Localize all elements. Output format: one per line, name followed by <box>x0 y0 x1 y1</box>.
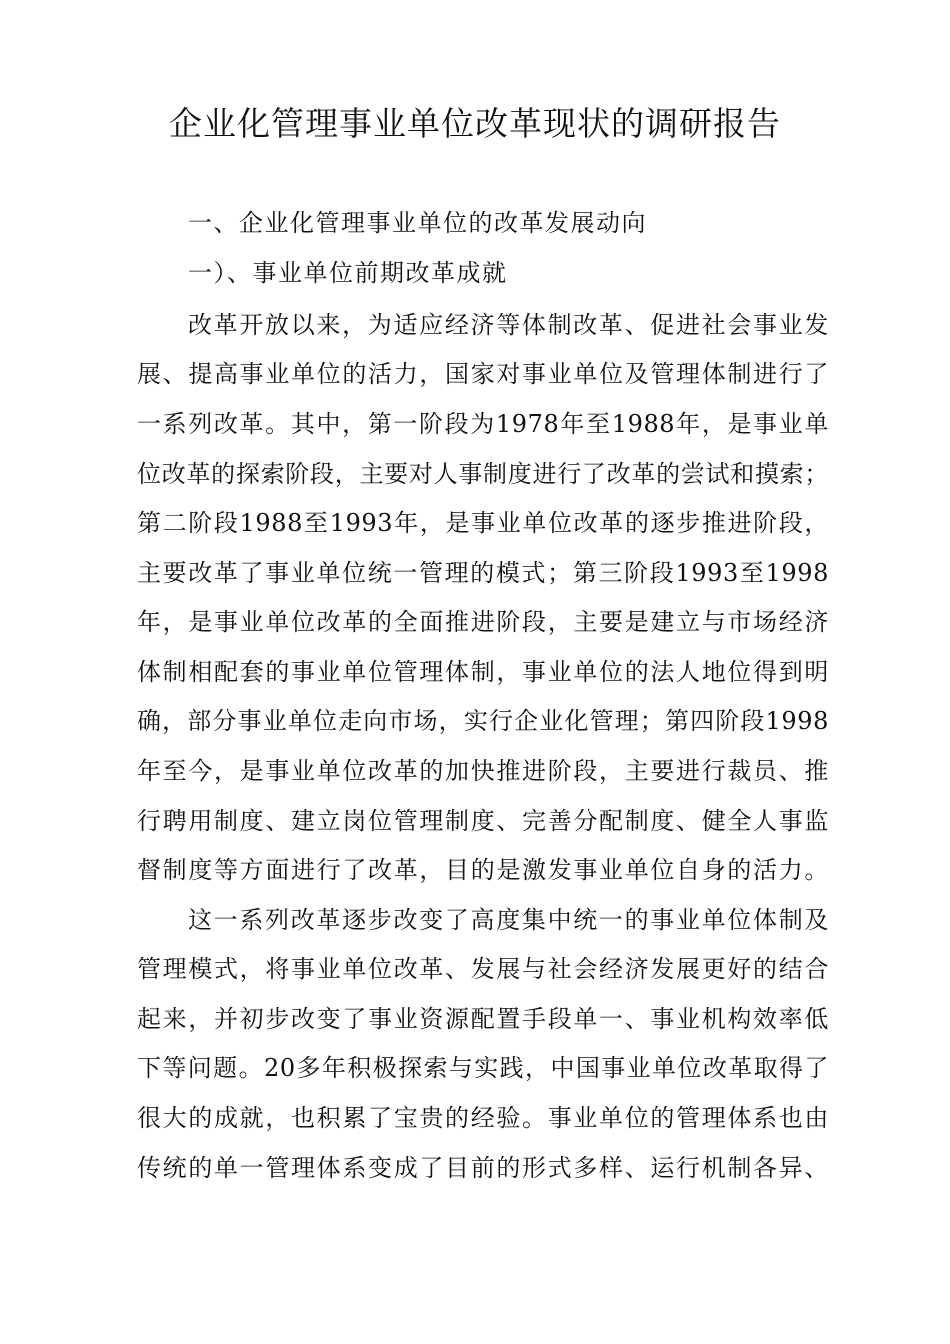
paragraph-line: 年，是事业单位改革的全面推进阶段，主要是建立与市场经济 <box>137 608 829 636</box>
paragraph-line: 督制度等方面进行了改革，目的是激发事业单位自身的活力。 <box>137 856 829 884</box>
paragraph-line: 传统的单一管理体系变成了目前的形式多样、运行机制各异、 <box>137 1154 829 1182</box>
paragraph-line: 行聘用制度、建立岗位管理制度、完善分配制度、健全人事监 <box>137 807 829 835</box>
paragraph-line: 第二阶段1988至1993年，是事业单位改革的逐步推进阶段， <box>137 509 829 537</box>
section-heading: 一、企业化管理事业单位的改革发展动向 <box>188 209 647 237</box>
paragraph-line: 很大的成就，也积累了宝贵的经验。事业单位的管理体系也由 <box>137 1104 829 1132</box>
paragraph-line: 年至今，是事业单位改革的加快推进阶段，主要进行裁员、推 <box>137 757 829 785</box>
paragraph-line: 这一系列改革逐步改变了高度集中统一的事业单位体制及 <box>188 906 829 934</box>
paragraph-line: 展、提高事业单位的活力，国家对事业单位及管理体制进行了 <box>137 360 829 388</box>
paragraph-line: 体制相配套的事业单位管理体制，事业单位的法人地位得到明 <box>137 658 829 686</box>
paragraph-line: 下等问题。20多年积极探索与实践，中国事业单位改革取得了 <box>137 1054 829 1082</box>
paragraph-line: 起来，并初步改变了事业资源配置手段单一、事业机构效率低 <box>137 1005 829 1033</box>
paragraph-line: 位改革的探索阶段，主要对人事制度进行了改革的尝试和摸索； <box>137 460 829 488</box>
document-title: 企业化管理事业单位改革现状的调研报告 <box>169 104 781 143</box>
paragraph-line: 主要改革了事业单位统一管理的模式；第三阶段1993至1998 <box>137 559 829 587</box>
paragraph-line: 改革开放以来，为适应经济等体制改革、促进社会事业发 <box>188 311 829 339</box>
paragraph-line: 管理模式，将事业单位改革、发展与社会经济发展更好的结合 <box>137 955 829 983</box>
paragraph-line: 确，部分事业单位走向市场，实行企业化管理；第四阶段1998 <box>137 707 829 735</box>
subsection-heading: 一）、事业单位前期改革成就 <box>188 259 508 287</box>
paragraph-line: 一系列改革。其中，第一阶段为1978年至1988年，是事业单 <box>137 410 829 438</box>
